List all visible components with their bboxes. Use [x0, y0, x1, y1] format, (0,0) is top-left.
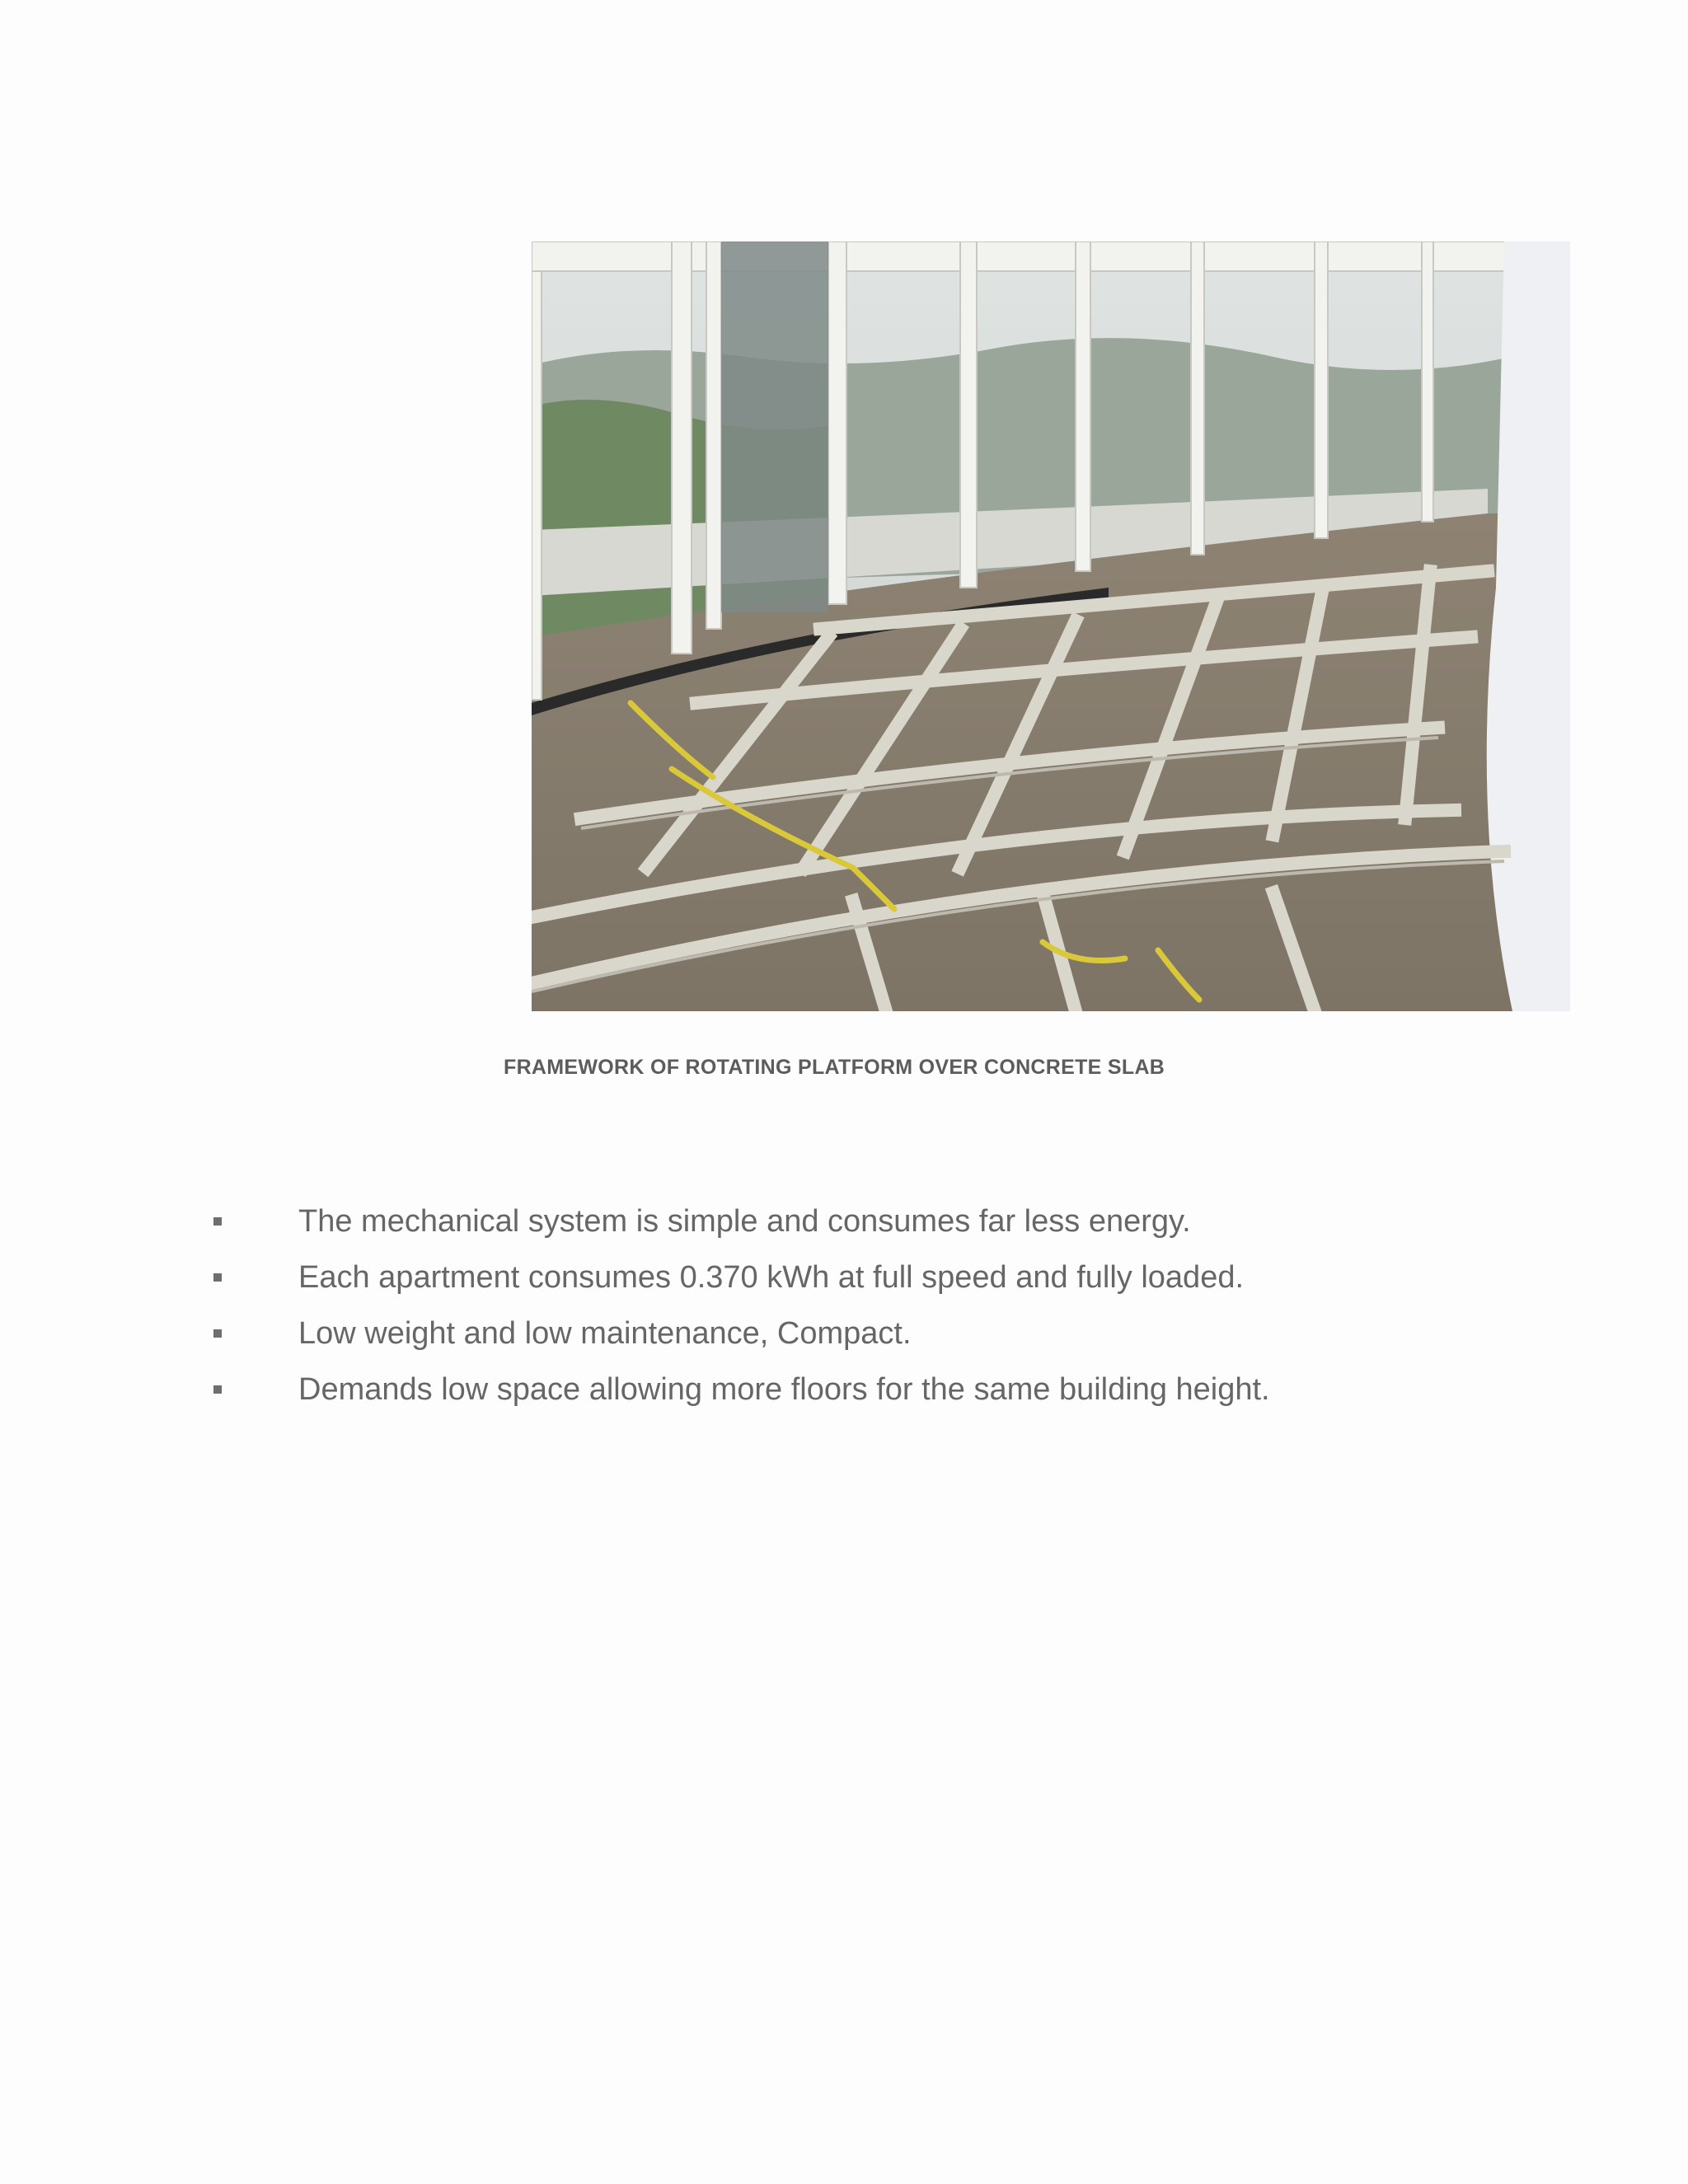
figure-caption: FRAMEWORK OF ROTATING PLATFORM OVER CONCRETE SLAB — [504, 1056, 1165, 1079]
list-item — [0, 1361, 1688, 1418]
framework-photo — [532, 241, 1570, 1011]
list-item-text: The mechanical system is simple and consumes far less energy. — [298, 1204, 1191, 1239]
list-item-text: Low weight and low maintenance, Compact. — [298, 1316, 912, 1351]
list-item-text: Each apartment consumes 0.370 kWh at full speed and fully loaded. — [298, 1260, 1245, 1295]
bullet-list — [0, 1193, 1688, 1418]
framework-photo-illustration — [532, 241, 1570, 1011]
list-item-text: Demands low space allowing more floors for the same building height. — [298, 1372, 1270, 1407]
square-bullet-icon — [213, 1217, 222, 1226]
square-bullet-icon — [213, 1273, 222, 1282]
list-item — [0, 1249, 1688, 1305]
square-bullet-icon — [213, 1329, 222, 1338]
list-item — [0, 1193, 1688, 1249]
square-bullet-icon — [213, 1385, 222, 1394]
list-item — [0, 1305, 1688, 1361]
